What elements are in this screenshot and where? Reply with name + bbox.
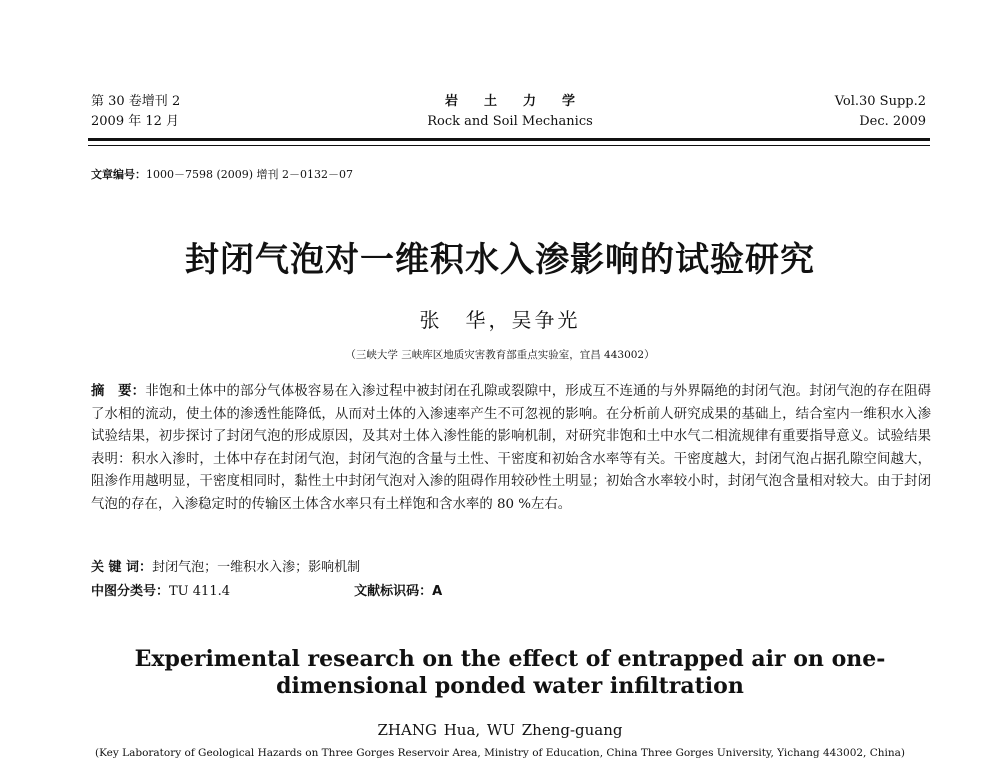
abstract-text: 非饱和土体中的部分气体极容易在入渗过程中被封闭在孔隙或裂隙中，形成互不连通的与外界隔绝的封闭气泡。封闭气泡的存在阻碍了水相的流动，使土体的渗透性能降低，从而对土体的入渗速率产生不可忽视的影响。在分析前人研究成果的基础上，结合室内一维积水入渗试验结果，初步探讨了封闭气泡的形成原因，及其对土体入渗性能的影响机制，对研究非饱和土中水气二相流规律有重要指导意义。试验结果表明：积水入渗时，土体中存在封闭气泡，封闭气泡的含量与土性、干密度和初始含水率等有关。干密度越大，封闭气泡占据孔隙空间越大，阻渗作用越明显，干密度相同时，黏性土中封闭气泡对入渗的阻碍作用较砂性土明显；初始含水率较小时，封闭气泡含量相对较大。由于封闭气泡的存在，入渗稳定时的传输区土体含水率只有土样饱和含水率的 80 %左右。 xyxy=(91,384,932,512)
classification-label: 中图分类号： xyxy=(91,584,170,599)
classification-line xyxy=(91,580,442,599)
header-issue-info xyxy=(91,92,180,132)
paper-title-en: Experimental research on the effect of entrapped air on one-dimensional ponded water infiltration xyxy=(134,646,886,699)
affiliation-cn: （三峡大学 三峡库区地质灾害教育部重点实验室，宜昌 443002） xyxy=(345,349,655,361)
abstract-label: 摘 要： xyxy=(91,384,146,399)
header-journal xyxy=(380,92,640,132)
abstract-cn xyxy=(91,381,931,516)
journal-name-en: Rock and Soil Mechanics xyxy=(427,114,593,129)
keywords-text: 封闭气泡；一维积水入渗；影响机制 xyxy=(152,560,361,575)
paper-title-cn: 封闭气泡对一维积水入渗影响的试验研究 xyxy=(185,240,815,280)
affiliation-en: (Key Laboratory of Geological Hazards on Three Gorges Reservoir Area, Ministry of Education, China Three Gorges University, Yichang 443002, China) xyxy=(94,747,906,759)
header-rule-thin xyxy=(88,145,930,146)
authors-cn: 张 华，吴争光 xyxy=(419,308,581,332)
document-code-label: 文献标识码： xyxy=(354,584,433,599)
header-volume-en: Vol.30 Supp.2 xyxy=(834,94,926,109)
keywords-cn xyxy=(91,556,360,575)
header-issue-info-en xyxy=(835,92,926,132)
article-number xyxy=(91,166,353,182)
journal-name-cn: 岩土力学 xyxy=(444,94,601,109)
header-volume: 第 30 卷增刊 2 xyxy=(91,94,181,109)
document-code-value: A xyxy=(432,584,443,599)
header-date-cn: 2009 年 12 月 xyxy=(91,114,180,129)
article-number-label: 文章编号： xyxy=(91,168,146,181)
keywords-label: 关 键 词： xyxy=(91,560,153,575)
classification-value: TU 411.4 xyxy=(169,584,230,599)
article-number-value: 1000－7598 (2009) 增刊 2－0132－07 xyxy=(146,168,354,181)
header-rule-thick xyxy=(88,138,930,141)
header-date-en: Dec. 2009 xyxy=(859,114,926,129)
authors-en: ZHANG Hua, WU Zheng-guang xyxy=(377,721,623,739)
